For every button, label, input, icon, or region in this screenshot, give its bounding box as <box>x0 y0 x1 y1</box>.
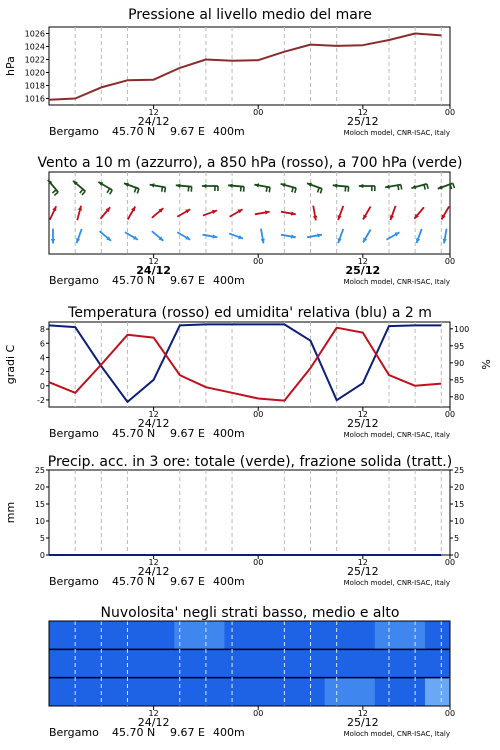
x-tick-label: 00 <box>253 558 264 567</box>
cloud-cell <box>99 649 125 677</box>
x-tick-label: 12 <box>357 558 368 567</box>
wind-barb-700hpa <box>254 183 270 192</box>
x-tick-label: 00 <box>444 257 456 266</box>
cloud-cell <box>149 678 175 706</box>
y-tick-label: 25 <box>454 466 465 475</box>
cloud-cell <box>124 649 150 677</box>
location-longitude: 9.67 E <box>170 125 205 138</box>
location-altitude: 400m <box>213 575 245 588</box>
wind-arrow-10m <box>386 232 399 240</box>
location-longitude: 9.67 E <box>170 575 205 588</box>
cloud-cell <box>99 621 125 649</box>
plot-frame <box>49 470 450 555</box>
cloud-cell <box>199 621 225 649</box>
y-axis-label: hPa <box>4 56 17 76</box>
wind-barb-700hpa <box>359 184 375 191</box>
wind-arrow-10m <box>307 233 322 237</box>
wind-barb-700hpa <box>150 183 166 192</box>
wind-arrow-10m <box>125 232 138 240</box>
x-tick-label: 12 <box>357 257 368 266</box>
cloud-cell <box>425 678 451 706</box>
location-longitude: 9.67 E <box>170 726 205 739</box>
x-tick-label: 12 <box>148 410 159 419</box>
y-tick-label: 10 <box>34 517 45 526</box>
wind-arrow-850hpa <box>281 211 296 215</box>
chart-title: Precip. acc. in 3 ore: totale (verde), frazione solida (tratt.) <box>47 454 453 470</box>
y-tick-label: 1018 <box>24 81 45 91</box>
y-tick-label: 1022 <box>24 55 45 65</box>
y-tick-label: 1020 <box>24 68 45 78</box>
cloud-cell <box>149 649 175 677</box>
cloud-cell <box>375 649 401 677</box>
cloud-cell <box>425 621 451 649</box>
x-tick-label: 00 <box>444 709 456 718</box>
wind-barb-700hpa <box>176 184 192 192</box>
y-tick-label: 2 <box>39 367 45 377</box>
date-label: 24/12 <box>137 417 170 430</box>
y-tick-label: 8 <box>39 325 45 335</box>
model-credit: Moloch model, CNR-ISAC, Italy <box>343 278 450 286</box>
y-tick-label: 0 <box>39 551 45 560</box>
wind-arrow-10m <box>177 232 190 240</box>
cloud-cell <box>74 678 100 706</box>
model-credit: Moloch model, CNR-ISAC, Italy <box>343 431 450 439</box>
location-altitude: 400m <box>213 125 245 138</box>
date-label: 24/12 <box>137 716 170 729</box>
x-tick-label: 12 <box>148 108 159 117</box>
cloud-cell <box>400 621 426 649</box>
location-name: Bergamo <box>49 274 99 287</box>
cloud-cell <box>199 678 225 706</box>
cloud-cell <box>49 678 75 706</box>
cloud-cover-chart <box>49 605 455 739</box>
cloud-cell <box>325 678 351 706</box>
pressure-chart <box>4 7 455 138</box>
location-longitude: 9.67 E <box>170 274 205 287</box>
y-tick-label: 85 <box>454 375 465 385</box>
wind-arrow-10m <box>229 233 243 239</box>
location-longitude: 9.67 E <box>170 427 205 440</box>
wind-arrow-10m <box>416 229 422 243</box>
y-tick-label: 0 <box>39 381 45 391</box>
cloud-cell <box>375 621 401 649</box>
wind-barb-700hpa <box>438 183 455 189</box>
chart-title: Temperatura (rosso) ed umidita' relativa (blu) a 2 m <box>68 305 432 321</box>
y-tick-label: 1026 <box>24 29 45 39</box>
cloud-cell <box>400 649 426 677</box>
x-tick-label: 00 <box>444 410 456 419</box>
cloud-cell <box>74 621 100 649</box>
wind-arrow-850hpa <box>203 210 217 216</box>
cloud-cell <box>250 678 276 706</box>
cloud-cell <box>49 649 75 677</box>
cloud-cell <box>224 678 250 706</box>
wind-arrow-10m <box>152 231 163 241</box>
date-label: 24/12 <box>136 264 171 277</box>
wind-arrow-850hpa <box>152 208 163 218</box>
plot-frame <box>49 322 450 407</box>
cloud-cell <box>400 678 426 706</box>
location-latitude: 45.70 N <box>112 726 156 739</box>
cloud-cell <box>300 678 326 706</box>
y-tick-label: 5 <box>39 534 45 543</box>
cloud-cell <box>375 678 401 706</box>
precipitation-chart <box>4 454 464 588</box>
x-tick-label: 12 <box>357 108 368 117</box>
x-tick-label: 00 <box>253 410 264 419</box>
wind-barb-700hpa <box>307 183 322 194</box>
y-tick-label: 100 <box>454 324 470 334</box>
y-axis-label: gradi C <box>4 344 17 385</box>
wind-barb-700hpa <box>333 184 349 192</box>
location-altitude: 400m <box>213 427 245 440</box>
y-tick-label: 15 <box>454 500 465 509</box>
cloud-cell <box>325 649 351 677</box>
wind-arrow-850hpa <box>442 207 450 220</box>
chart-title: Pressione al livello medio del mare <box>128 7 372 23</box>
date-label: 25/12 <box>346 417 379 430</box>
wind-arrow-10m <box>76 229 82 243</box>
y-axis-label: mm <box>4 501 17 524</box>
cloud-cell <box>224 649 250 677</box>
y-tick-label: 20 <box>454 483 465 492</box>
y-tick-label: 10 <box>454 517 465 526</box>
x-tick-label: 00 <box>253 108 264 117</box>
location-latitude: 45.70 N <box>112 125 156 138</box>
x-tick-label: 12 <box>148 257 159 266</box>
cloud-cell <box>350 649 376 677</box>
location-name: Bergamo <box>49 575 99 588</box>
cloud-cell <box>174 649 200 677</box>
y-tick-label: 15 <box>34 500 45 509</box>
location-name: Bergamo <box>49 427 99 440</box>
wind-barb-700hpa <box>228 184 244 192</box>
y-tick-label: 1016 <box>24 94 45 104</box>
wind-arrow-850hpa <box>363 207 371 220</box>
wind-arrow-850hpa <box>338 206 344 220</box>
wind-arrow-850hpa <box>390 206 396 220</box>
wind-arrow-10m <box>443 229 447 244</box>
date-label: 24/12 <box>137 115 170 128</box>
x-tick-label: 12 <box>148 558 159 567</box>
date-label: 24/12 <box>137 565 170 578</box>
wind-arrow-850hpa <box>230 209 243 217</box>
x-tick-label: 12 <box>357 410 368 419</box>
y-tick-label: 20 <box>34 483 45 492</box>
chart-title: Vento a 10 m (azzurro), a 850 hPa (rosso), a 700 hPa (verde) <box>37 155 463 171</box>
location-name: Bergamo <box>49 125 99 138</box>
wind-arrow-10m <box>261 229 265 244</box>
wind-barb-700hpa <box>202 184 218 191</box>
cloud-cell <box>300 649 326 677</box>
cloud-cell <box>425 649 451 677</box>
location-name: Bergamo <box>49 726 99 739</box>
cloud-cell <box>300 621 326 649</box>
y-tick-label: 1024 <box>24 42 45 52</box>
location-altitude: 400m <box>213 274 245 287</box>
x-tick-label: 00 <box>444 558 456 567</box>
wind-barb-700hpa <box>411 184 428 190</box>
cloud-cell <box>275 649 301 677</box>
y-tick-label: -2 <box>37 395 45 405</box>
location-latitude: 45.70 N <box>112 274 156 287</box>
x-tick-label: 00 <box>253 709 264 718</box>
location-altitude: 400m <box>213 726 245 739</box>
location-latitude: 45.70 N <box>112 427 156 440</box>
cloud-cell <box>174 678 200 706</box>
wind-arrow-850hpa <box>255 210 270 214</box>
cloud-cell <box>124 678 150 706</box>
wind-arrow-850hpa <box>177 209 190 217</box>
wind-arrow-10m <box>203 234 218 238</box>
cloud-cell <box>149 621 175 649</box>
date-label: 25/12 <box>346 115 379 128</box>
cloud-cell <box>49 621 75 649</box>
temperature-humidity-chart <box>4 305 493 440</box>
cloud-cell <box>275 621 301 649</box>
cloud-cell <box>325 621 351 649</box>
location-latitude: 45.70 N <box>112 575 156 588</box>
wind-arrow-10m <box>51 229 55 244</box>
y-tick-label: 80 <box>454 392 465 402</box>
model-credit: Moloch model, CNR-ISAC, Italy <box>343 579 450 587</box>
date-label: 25/12 <box>345 264 381 277</box>
chart-title: Nuvolosita' negli strati basso, medio e alto <box>100 605 400 621</box>
y-tick-label: 0 <box>454 551 460 560</box>
plot-frame <box>49 27 450 105</box>
wind-barb-700hpa <box>281 183 296 193</box>
cloud-cell <box>350 678 376 706</box>
model-credit: Moloch model, CNR-ISAC, Italy <box>343 129 450 137</box>
cloud-cell <box>199 649 225 677</box>
wind-arrow-850hpa <box>414 207 424 218</box>
cloud-cell <box>224 621 250 649</box>
cloud-cell <box>174 621 200 649</box>
wind-arrow-10m <box>281 234 296 238</box>
x-tick-label: 12 <box>148 709 159 718</box>
cloud-cell <box>250 621 276 649</box>
y-axis-label: % <box>480 359 493 370</box>
wind-arrow-850hpa <box>100 207 110 218</box>
date-label: 25/12 <box>346 716 379 729</box>
y-tick-label: 6 <box>39 339 45 349</box>
wind-arrow-10m <box>338 229 344 243</box>
plot-frame <box>49 172 450 254</box>
date-label: 25/12 <box>346 565 379 578</box>
wind-chart <box>37 155 462 287</box>
y-tick-label: 95 <box>454 341 465 351</box>
cloud-cell <box>99 678 125 706</box>
cloud-cell <box>124 621 150 649</box>
cloud-cell <box>74 649 100 677</box>
wind-arrow-10m <box>363 230 371 243</box>
y-tick-label: 5 <box>454 534 460 543</box>
cloud-cell <box>250 649 276 677</box>
x-tick-label: 00 <box>253 257 264 266</box>
y-tick-label: 90 <box>454 358 465 368</box>
x-tick-label: 12 <box>357 709 368 718</box>
wind-arrow-850hpa <box>50 206 56 220</box>
x-tick-label: 00 <box>444 108 456 117</box>
y-tick-label: 4 <box>39 353 45 363</box>
wind-arrow-850hpa <box>128 207 136 220</box>
wind-barb-700hpa <box>98 182 112 194</box>
pressure-line <box>49 34 441 100</box>
cloud-cell <box>275 678 301 706</box>
model-credit: Moloch model, CNR-ISAC, Italy <box>343 730 450 738</box>
wind-barb-700hpa <box>385 184 402 190</box>
wind-arrow-850hpa <box>77 206 82 220</box>
cloud-cell <box>350 621 376 649</box>
y-tick-label: 25 <box>34 466 45 475</box>
wind-barb-700hpa <box>124 183 139 194</box>
wind-arrow-850hpa <box>313 206 317 221</box>
